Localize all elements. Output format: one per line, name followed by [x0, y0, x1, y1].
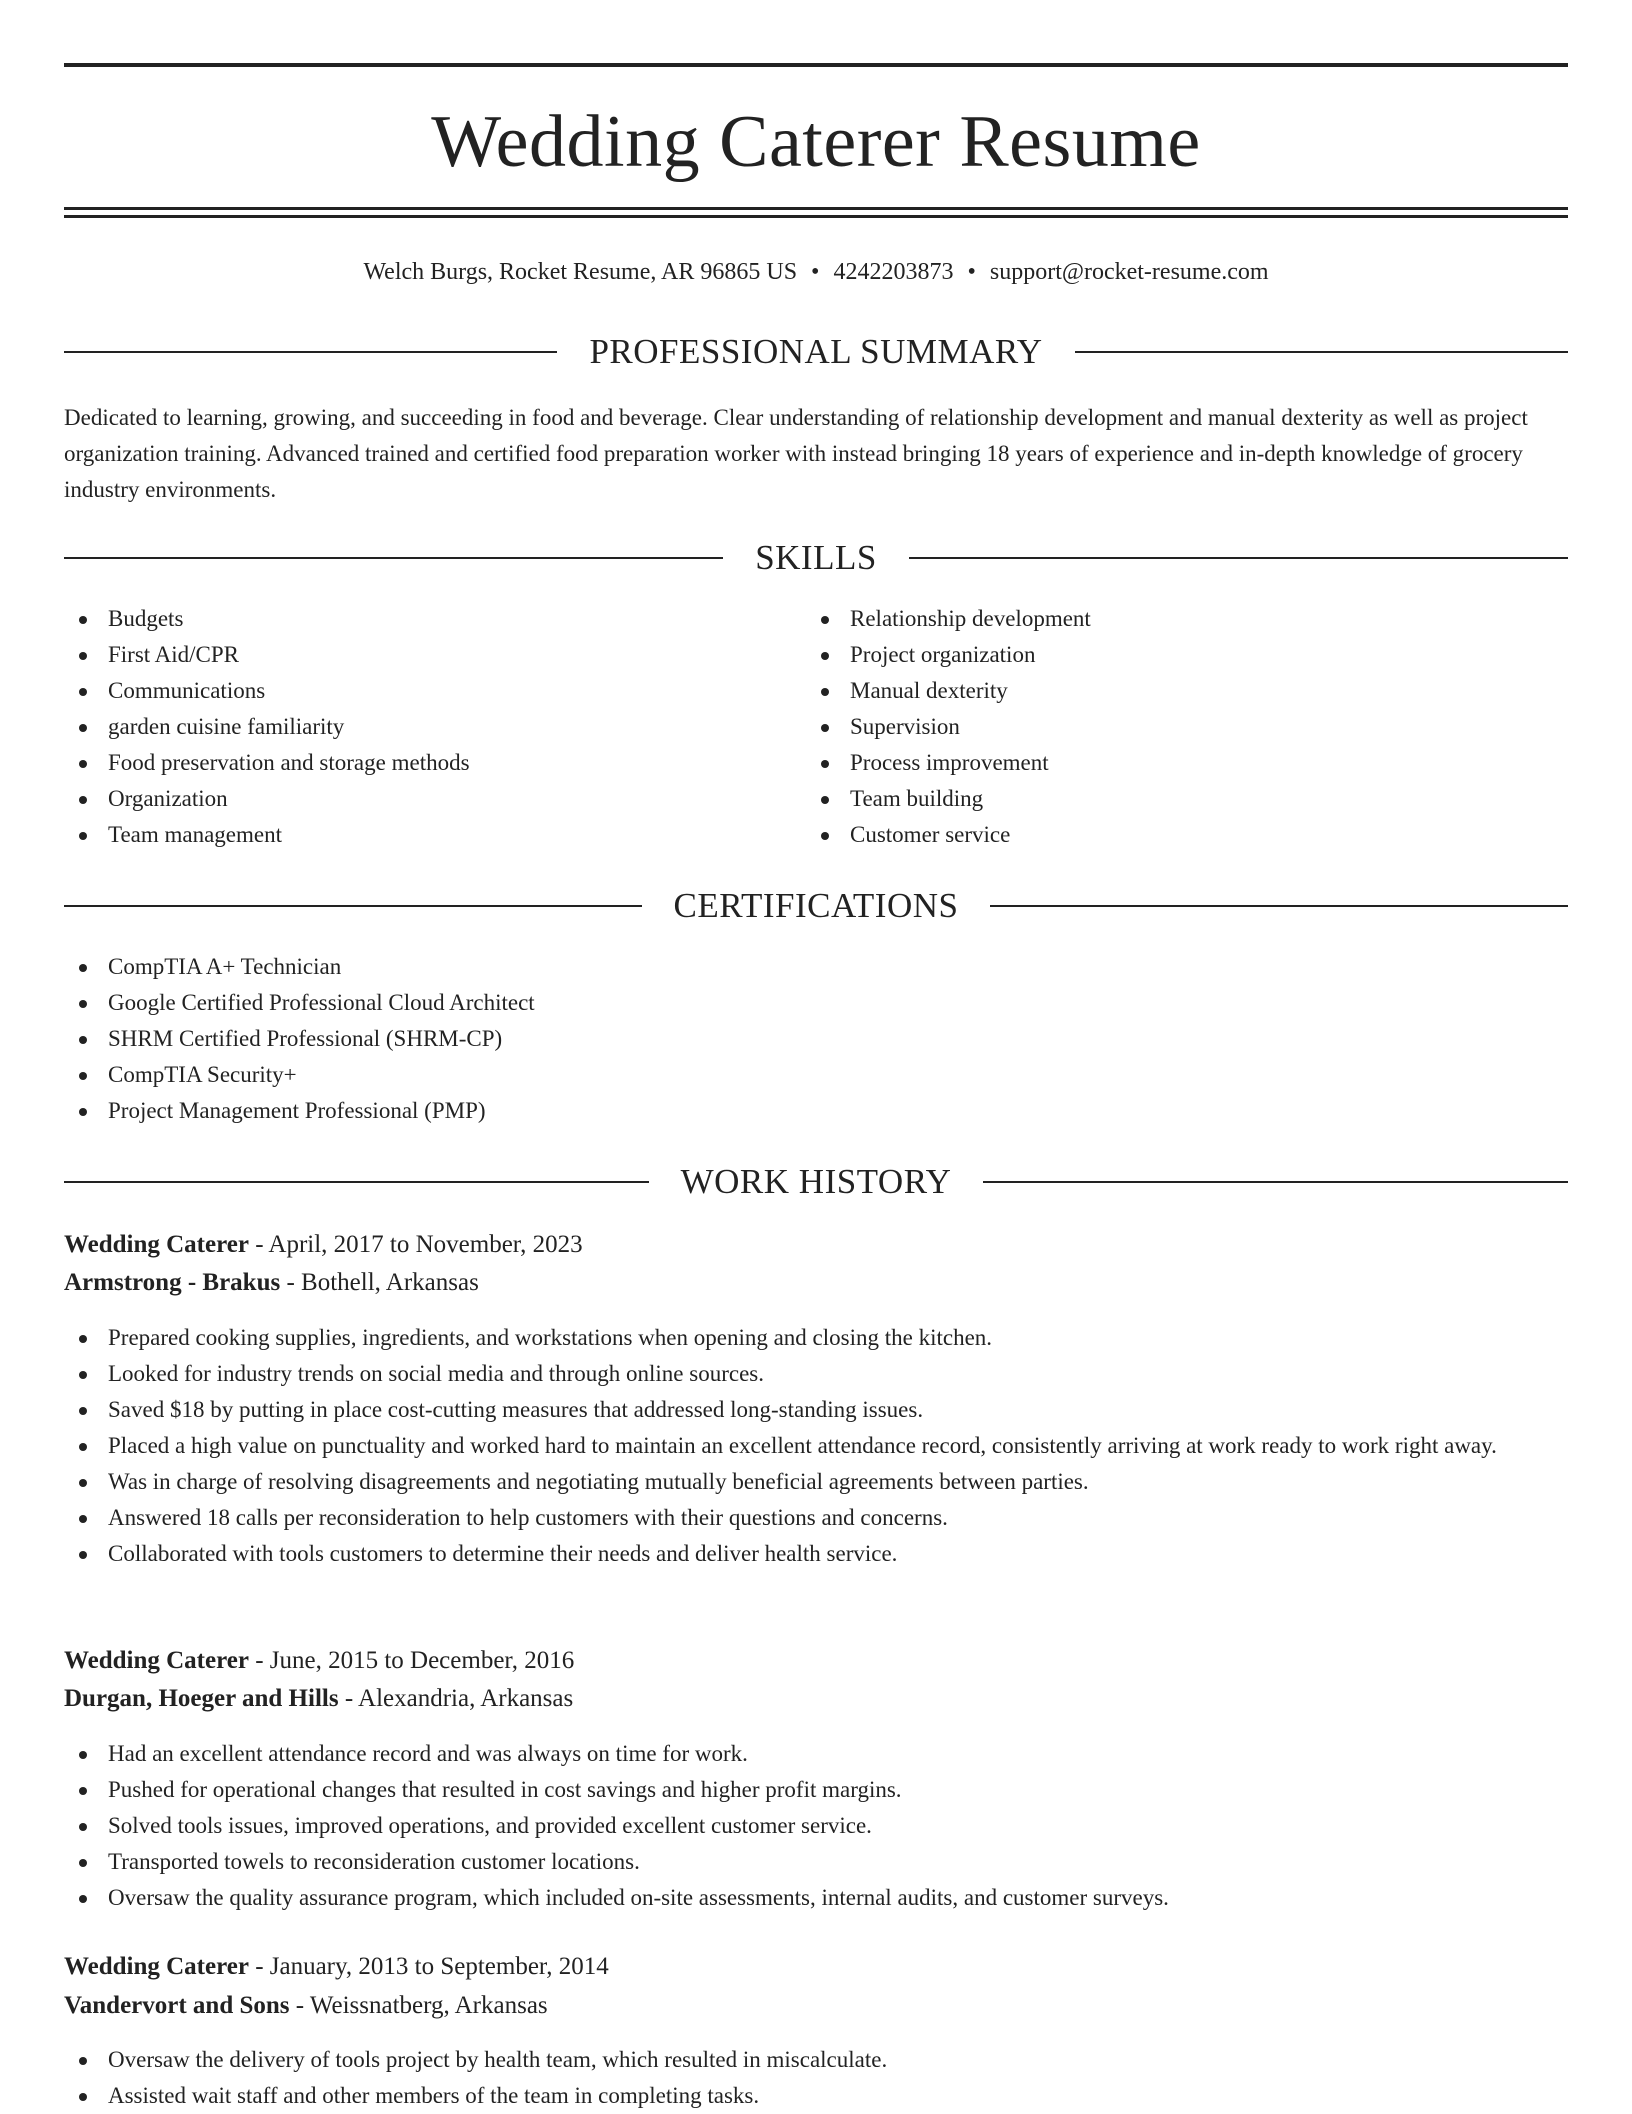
certification-item: SHRM Certified Professional (SHRM-CP) [64, 1021, 1564, 1057]
certification-item: CompTIA Security+ [64, 1057, 1564, 1093]
skill-item: First Aid/CPR [64, 637, 764, 673]
job-bullet: Collaborated with tools customers to determine their needs and deliver health service. [64, 1536, 1568, 1572]
job-bullet: Pushed for operational changes that resulted in cost savings and higher profit margins. [64, 1772, 1568, 1808]
heading-rule-left [64, 351, 557, 353]
job-location: Alexandria, Arkansas [358, 1685, 574, 1712]
job-company: Durgan, Hoeger and Hills [64, 1685, 339, 1712]
summary-heading-label: PROFESSIONAL SUMMARY [589, 332, 1043, 371]
skill-item: Process improvement [806, 745, 1566, 781]
title-double-rule [64, 207, 1568, 218]
skill-item: Organization [64, 781, 764, 817]
work-history-heading [64, 1162, 1568, 1202]
skill-item: Supervision [806, 709, 1566, 745]
skill-item: Food preservation and storage methods [64, 745, 764, 781]
skills-list-right [806, 601, 1566, 853]
contact-separator: • [967, 259, 976, 285]
top-rule [64, 63, 1568, 67]
job-bullet: Prepared cooking supplies, ingredients, and workstations when opening and closing the kitchen. [64, 1320, 1568, 1356]
job-bullet: Assisted wait staff and other members of the team in completing tasks. [64, 2078, 1568, 2114]
certification-item: CompTIA A+ Technician [64, 949, 1564, 985]
work-history-heading-label: WORK HISTORY [680, 1162, 952, 1201]
contact-separator: • [811, 259, 820, 285]
skill-item: Communications [64, 673, 764, 709]
skill-item: Team management [64, 817, 764, 853]
contact-email: support@rocket-resume.com [989, 259, 1269, 285]
job-title: Wedding Caterer [64, 1647, 249, 1674]
heading-rule-right [983, 1181, 1568, 1183]
contact-phone: 4242203873 [833, 259, 954, 285]
page-title: Wedding Caterer Resume [431, 101, 1201, 183]
job-title: Wedding Caterer [64, 1953, 249, 1980]
job-bullet: Looked for industry trends on social media and through online sources. [64, 1356, 1568, 1392]
job-bullet: Was in charge of resolving disagreements and negotiating mutually beneficial agreements between parties. [64, 1464, 1568, 1500]
job-company-line [64, 1987, 1568, 2025]
skill-item: Customer service [806, 817, 1566, 853]
skill-item: Relationship development [806, 601, 1566, 637]
heading-rule-right [909, 557, 1568, 559]
skill-item: Budgets [64, 601, 764, 637]
job-bullet: Had an excellent attendance record and was always on time for work. [64, 1736, 1568, 1772]
job-dates: April, 2017 to November, 2023 [268, 1231, 583, 1258]
job-title-line [64, 1226, 1568, 1264]
job-dates: January, 2013 to September, 2014 [269, 1953, 609, 1980]
skills-heading [64, 538, 1568, 578]
job-company: Armstrong - Brakus [64, 1269, 281, 1296]
certifications-heading [64, 886, 1568, 926]
summary-text: Dedicated to learning, growing, and succeeding in food and beverage. Clear understanding of relationship development and manual dexterity as well as project organization training. Advanced trained and certified food preparation worker with instead bringing 18 years of experience and in-depth knowledge of grocery industry environments. [64, 405, 1528, 502]
heading-rule-left [64, 905, 642, 907]
skill-item: Project organization [806, 637, 1566, 673]
job-bullet: Saved $18 by putting in place cost-cutting measures that addressed long-standing issues. [64, 1392, 1568, 1428]
job-dash: - [338, 1685, 359, 1712]
job-title-line [64, 1948, 1568, 1986]
job-location: Weissnatberg, Arkansas [309, 1992, 548, 2019]
job-dash: - [248, 1647, 270, 1674]
summary-heading [64, 332, 1568, 372]
certifications-list [64, 949, 1564, 1129]
skill-item: Manual dexterity [806, 673, 1566, 709]
job-company-line [64, 1680, 1568, 1718]
skills-heading-label: SKILLS [755, 538, 877, 577]
certification-item: Google Certified Professional Cloud Architect [64, 985, 1564, 1021]
contact-address: Welch Burgs, Rocket Resume, AR 96865 US [363, 259, 798, 285]
skill-item: Team building [806, 781, 1566, 817]
heading-rule-left [64, 557, 723, 559]
contact-line [64, 254, 1568, 290]
job-bullet: Transported towels to reconsideration customer locations. [64, 1844, 1568, 1880]
heading-rule-left [64, 1181, 649, 1183]
certification-item: Project Management Professional (PMP) [64, 1093, 1564, 1129]
job-title: Wedding Caterer [64, 1231, 249, 1258]
job-bullet: Oversaw the delivery of tools project by health team, which resulted in miscalculate. [64, 2042, 1568, 2078]
job-bullets [64, 2042, 1568, 2114]
skill-item: garden cuisine familiarity [64, 709, 764, 745]
job-dash: - [289, 1992, 310, 2019]
job-dates: June, 2015 to December, 2016 [269, 1647, 575, 1674]
heading-rule-right [990, 905, 1568, 907]
title-block [64, 92, 1568, 192]
job-company-line [64, 1264, 1568, 1302]
skills-list-left [64, 601, 764, 853]
heading-rule-right [1075, 351, 1568, 353]
job-bullet: Placed a high value on punctuality and worked hard to maintain an excellent attendance record, consistently arriving at work ready to work right away. [64, 1428, 1568, 1464]
job-bullet: Answered 18 calls per reconsideration to help customers with their questions and concerns. [64, 1500, 1568, 1536]
job-dash: - [248, 1953, 270, 1980]
job-bullets [64, 1320, 1568, 1572]
job-location: Bothell, Arkansas [301, 1269, 479, 1296]
job-dash: - [248, 1231, 269, 1258]
job-company: Vandervort and Sons [64, 1992, 290, 2019]
certifications-heading-label: CERTIFICATIONS [673, 886, 959, 925]
job-bullet: Oversaw the quality assurance program, which included on-site assessments, internal audits, and customer surveys. [64, 1880, 1568, 1916]
job-bullet: Solved tools issues, improved operations, and provided excellent customer service. [64, 1808, 1568, 1844]
job-title-line [64, 1642, 1568, 1680]
job-bullets [64, 1736, 1568, 1916]
job-dash: - [280, 1269, 302, 1296]
